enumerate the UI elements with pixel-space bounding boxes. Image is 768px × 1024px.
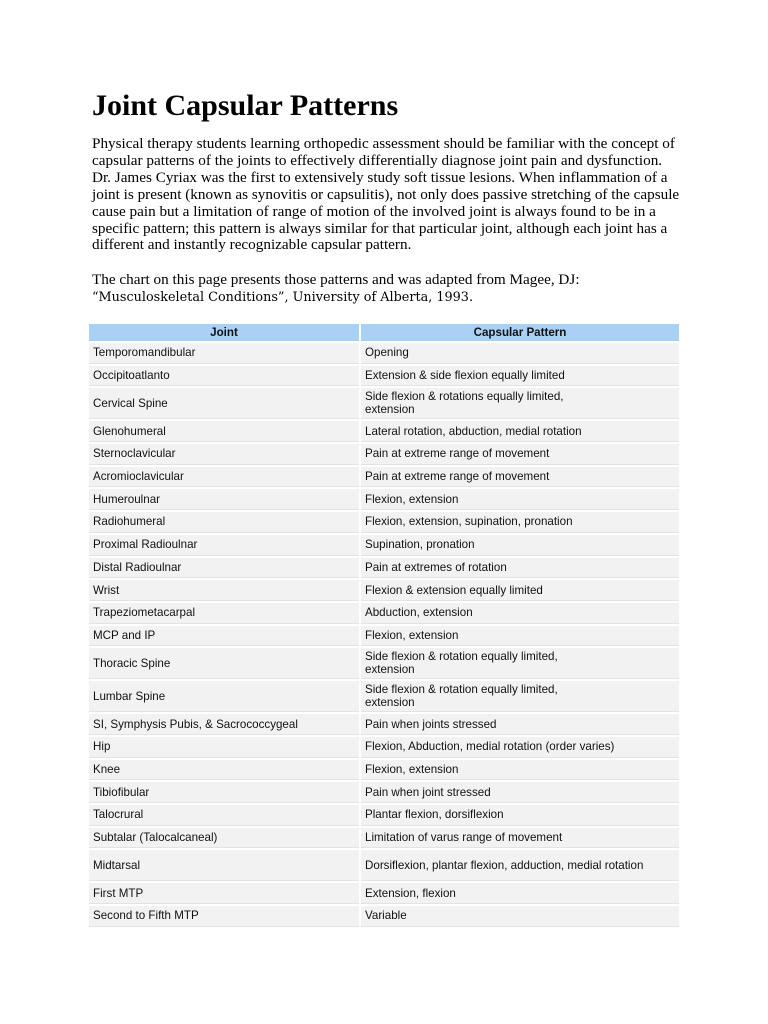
capsular-patterns-table (87, 322, 681, 929)
table-row (89, 648, 679, 679)
table-row (89, 681, 679, 712)
pattern-text: Side flexion & rotations equally limited, extension (365, 390, 564, 417)
pattern-cell: Pain at extreme range of movement (361, 444, 679, 465)
joint-cell: Wrist (89, 580, 359, 601)
pattern-cell: Flexion, extension (361, 489, 679, 510)
pattern-cell: Plantar flexion, dorsiflexion (361, 805, 679, 826)
pattern-cell: Supination, pronation (361, 535, 679, 556)
pattern-cell (361, 850, 679, 881)
pattern-cell: Pain at extreme range of movement (361, 467, 679, 488)
pattern-cell (361, 388, 679, 419)
table-row (89, 580, 679, 601)
pattern-cell: Extension, flexion (361, 883, 679, 904)
pattern-cell: Flexion, extension (361, 626, 679, 647)
table-row (89, 626, 679, 647)
pattern-cell: Variable (361, 906, 679, 927)
table-row (89, 512, 679, 533)
table-row (89, 467, 679, 488)
joint-cell: Talocrural (89, 805, 359, 826)
joint-cell: Second to Fifth MTP (89, 906, 359, 927)
joint-cell: Temporomandibular (89, 343, 359, 364)
pattern-cell: Extension & side flexion equally limited (361, 366, 679, 387)
joint-cell: MCP and IP (89, 626, 359, 647)
joint-cell: Midtarsal (89, 850, 359, 881)
header-capsular-pattern: Capsular Pattern (361, 324, 679, 341)
pattern-text: Dorsiflexion, plantar flexion, adduction, medial rotation (365, 858, 644, 872)
pattern-cell: Flexion & extension equally limited (361, 580, 679, 601)
joint-cell: SI, Symphysis Pubis, & Sacrococcygeal (89, 714, 359, 735)
joint-cell: Hip (89, 737, 359, 758)
joint-cell: Acromioclavicular (89, 467, 359, 488)
joint-cell: Lumbar Spine (89, 681, 359, 712)
table-row (89, 906, 679, 927)
source-line-2: “Musculoskeletal Conditions”, University of Alberta, 1993. (92, 290, 474, 306)
pattern-text: Side flexion & rotation equally limited, extension (365, 683, 558, 710)
table-row (89, 760, 679, 781)
joint-cell: Proximal Radioulnar (89, 535, 359, 556)
pattern-cell: Limitation of varus range of movement (361, 828, 679, 849)
pattern-cell: Pain when joints stressed (361, 714, 679, 735)
joint-cell: Tibiofibular (89, 782, 359, 803)
table-body (89, 343, 679, 927)
table-row (89, 343, 679, 364)
joint-cell: Humeroulnar (89, 489, 359, 510)
pattern-cell: Opening (361, 343, 679, 364)
pattern-cell: Flexion, Abduction, medial rotation (order varies) (361, 737, 679, 758)
table-row (89, 366, 679, 387)
table-row (89, 603, 679, 624)
page-title: Joint Capsular Patterns (92, 89, 399, 122)
table-row (89, 737, 679, 758)
table-row (89, 850, 679, 881)
table-row (89, 421, 679, 442)
pattern-cell: Flexion, extension (361, 760, 679, 781)
joint-cell: Occipitoatlanto (89, 366, 359, 387)
source-paragraph (92, 272, 682, 307)
joint-cell: Thoracic Spine (89, 648, 359, 679)
pattern-cell: Flexion, extension, supination, pronation (361, 512, 679, 533)
pattern-cell: Abduction, extension (361, 603, 679, 624)
table-row (89, 489, 679, 510)
pattern-text: Side flexion & rotation equally limited, extension (365, 650, 558, 677)
joint-cell: Glenohumeral (89, 421, 359, 442)
table-row (89, 782, 679, 803)
table-row (89, 558, 679, 579)
joint-cell: Trapeziometacarpal (89, 603, 359, 624)
header-joint: Joint (89, 324, 359, 341)
table-row (89, 883, 679, 904)
intro-paragraph: Physical therapy students learning orthopedic assessment should be familiar with the concept of capsular patterns of the joints to effectively differentially diagnose joint pain and dysfunction. Dr. James Cyriax was the first to extensively study soft tissue lesions. When inflammation of a joint is present (known as synovitis or capsulitis), not only does passive stretching of the capsule cause pain but a limitation of range of motion of the involved joint is always found to be in a specific pattern; this pattern is always similar for that particular joint, although each joint has a different and instantly recognizable capsular pattern. (92, 135, 680, 254)
pattern-cell (361, 681, 679, 712)
table-row (89, 805, 679, 826)
joint-cell: Radiohumeral (89, 512, 359, 533)
table-row (89, 444, 679, 465)
pattern-cell: Lateral rotation, abduction, medial rotation (361, 421, 679, 442)
document-page (92, 88, 682, 307)
table-row (89, 714, 679, 735)
joint-cell: Subtalar (Talocalcaneal) (89, 828, 359, 849)
joint-cell: First MTP (89, 883, 359, 904)
pattern-cell (361, 648, 679, 679)
table-row (89, 388, 679, 419)
joint-cell: Knee (89, 760, 359, 781)
joint-cell: Cervical Spine (89, 388, 359, 419)
pattern-cell: Pain at extremes of rotation (361, 558, 679, 579)
table-header-row (89, 324, 679, 341)
table-row (89, 828, 679, 849)
source-line-1: The chart on this page presents those patterns and was adapted from Magee, DJ: (92, 271, 580, 289)
joint-cell: Distal Radioulnar (89, 558, 359, 579)
joint-cell: Sternoclavicular (89, 444, 359, 465)
table-row (89, 535, 679, 556)
pattern-cell: Pain when joint stressed (361, 782, 679, 803)
